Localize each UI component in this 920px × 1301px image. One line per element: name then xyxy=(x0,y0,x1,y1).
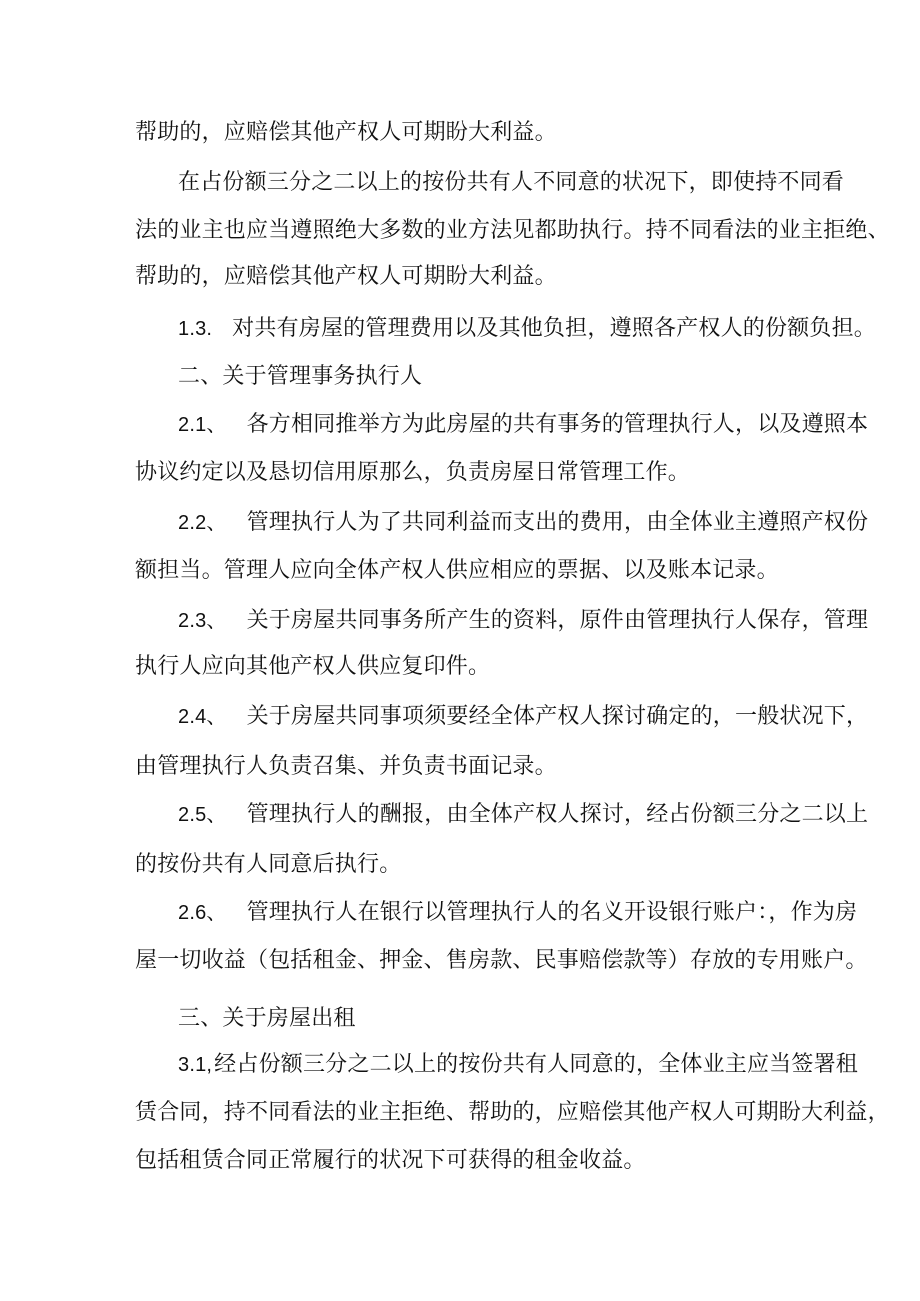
paragraph-line: 法的业主也应当遵照绝大多数的业方法见都助执行。持不同看法的业主拒绝、 xyxy=(135,218,890,243)
clause-2-6 xyxy=(178,898,857,928)
clause-text: 各方相同推举方为此房屋的共有事务的管理执行人，以及遵照本 xyxy=(246,412,869,437)
clause-number: 2.3、 xyxy=(178,610,227,632)
paragraph-line: 帮助的，应赔偿其他产权人可期盼大利益。 xyxy=(135,120,557,145)
paragraph-line: 包括租赁合同正常履行的状况下可获得的租金收益。 xyxy=(135,1148,646,1173)
clause-number: 2.5、 xyxy=(178,804,227,826)
clause-2-1 xyxy=(178,410,868,440)
paragraph-line: 协议约定以及恳切信用原那么，负责房屋日常管理工作。 xyxy=(135,460,691,485)
clause-text: 关于房屋共同事务所产生的资料，原件由管理执行人保存，管理 xyxy=(246,608,869,633)
paragraph-line: 屋一切收益（包括租金、押金、售房款、民事赔偿款等）存放的专用账户。 xyxy=(135,948,868,973)
clause-3-1 xyxy=(178,1050,858,1080)
clause-number: 1.3. xyxy=(178,318,213,340)
clause-1-3 xyxy=(178,314,876,344)
clause-number: 3.1, xyxy=(178,1054,213,1076)
paragraph-line: 执行人应向其他产权人供应复印件。 xyxy=(135,654,491,679)
clause-text: 管理执行人在银行以管理执行人的名义开设银行账户：，作为房 xyxy=(246,900,858,925)
clause-text: 经占份额三分之二以上的按份共有人同意的，全体业主应当签署租 xyxy=(214,1052,858,1077)
clause-2-3 xyxy=(178,606,868,636)
clause-number: 2.1、 xyxy=(178,414,227,436)
clause-number: 2.6、 xyxy=(178,902,227,924)
paragraph-line: 赁合同，持不同看法的业主拒绝、帮助的，应赔偿其他产权人可期盼大利益， xyxy=(135,1100,890,1125)
paragraph-line: 的按份共有人同意后执行。 xyxy=(135,852,402,877)
paragraph-line: 额担当。管理人应向全体产权人供应相应的票据、以及账本记录。 xyxy=(135,558,779,583)
section-heading: 三、关于房屋出租 xyxy=(178,1006,356,1031)
clause-2-4 xyxy=(178,702,868,732)
paragraph-line: 由管理执行人负责召集、并负责书面记录。 xyxy=(135,754,557,779)
clause-2-2 xyxy=(178,508,868,538)
clause-text: 关于房屋共同事项须要经全体产权人探讨确定的，一般状况下， xyxy=(246,704,869,729)
paragraph-line: 帮助的，应赔偿其他产权人可期盼大利益。 xyxy=(135,264,557,289)
clause-text: 管理执行人为了共同利益而支出的费用，由全体业主遵照产权份 xyxy=(246,510,869,535)
paragraph-line: 在占份额三分之二以上的按份共有人不同意的状况下，即使持不同看 xyxy=(178,170,845,195)
clause-number: 2.2、 xyxy=(178,512,227,534)
clause-2-5 xyxy=(178,800,868,830)
section-heading: 二、关于管理事务执行人 xyxy=(178,364,423,389)
clause-number: 2.4、 xyxy=(178,706,227,728)
clause-text: 对共有房屋的管理费用以及其他负担，遵照各产权人的份额负担。 xyxy=(232,316,876,341)
clause-text: 管理执行人的酬报，由全体产权人探讨，经占份额三分之二以上 xyxy=(246,802,869,827)
